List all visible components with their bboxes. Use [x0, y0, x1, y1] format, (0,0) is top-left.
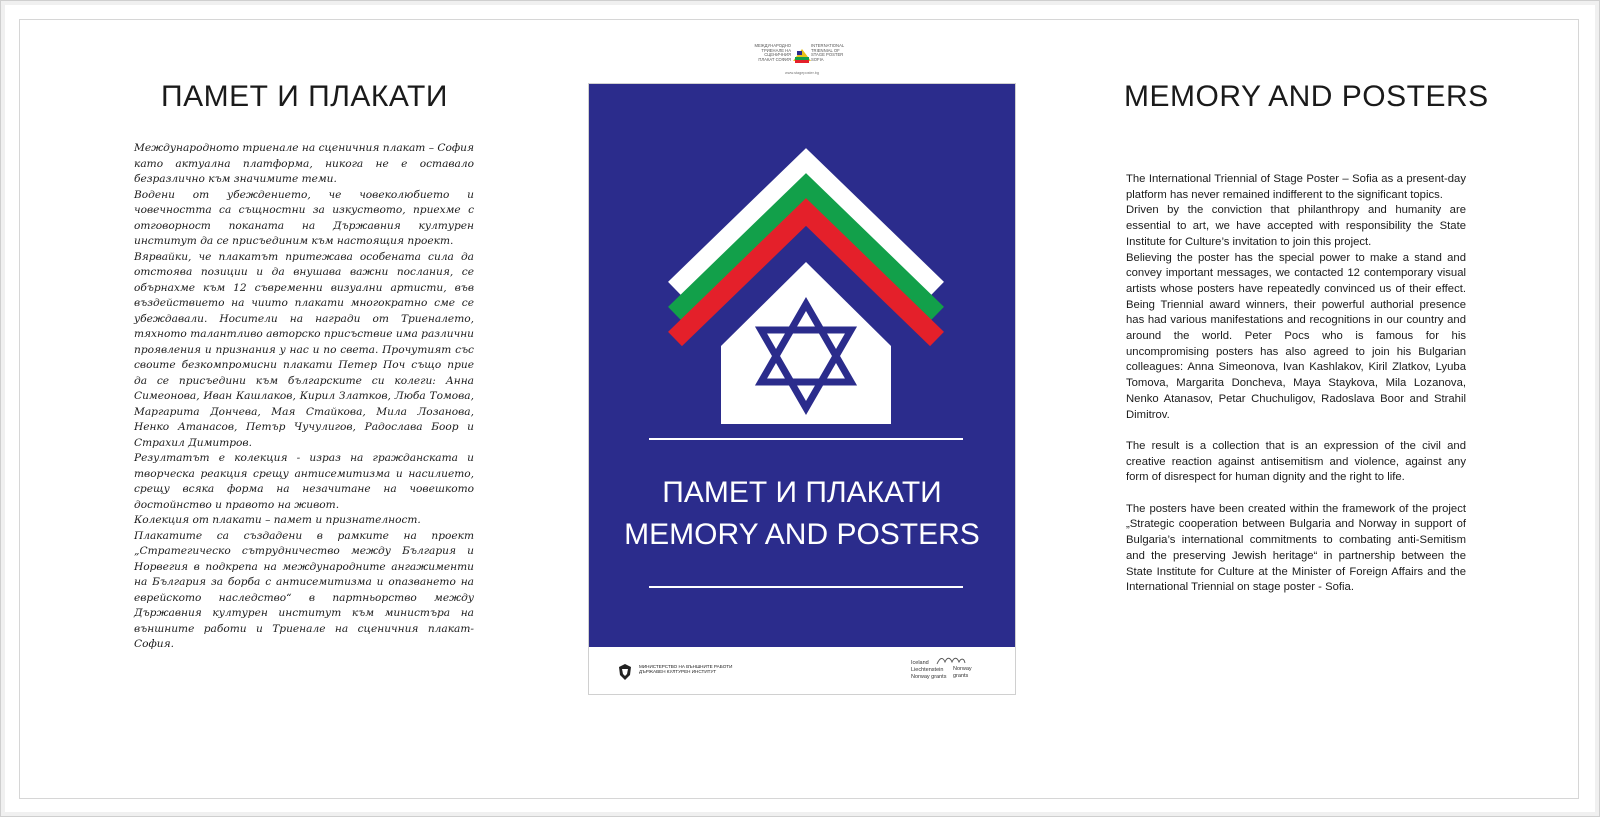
paragraph: Believing the poster has the special power to make a stand and convey important messages, we contacted 12 contemporary visual artists whose posters have repeatedly convinced us of their effect. Being Triennial award winners, their powerful authorial presence has had various manifestations and recognitions in our country and around the world. Peter Pocs who is famous for his uncompromising posters has also agreed to join his Bulgarian colleagues: Anna Simeonova, Ivan Kashlakov, Kiril Zlatkov, Lyuba Tomova, Margarita Doncheva, Maya Staykova, Mila Lozanova, Nenko Atanasov, Petar Chuchuligov, Radoslava Boor and Strahil Dimitrov. — [1126, 251, 1466, 421]
paragraph: Плакатите са създадени в рамките на проект „Стратегическо сътрудничество между България и Норвегия в подкрепа на международните ангажименти на България за борба с антисемитизма и опазването на еврейското наследство“ в партньорство между Държавния културен институт към министъра на външните работи и Триенале на сценичния плакат-София. — [134, 529, 474, 650]
paragraph-gap — [1126, 423, 1466, 439]
eea-grants-logo — [911, 656, 991, 686]
paragraph: The result is a collection that is an expression of the civil and creative reaction against antisemitism and violence, against any form of disrespect for human dignity and the right to life. — [1126, 439, 1466, 484]
paragraph: The posters have been created within the framework of the project „Strategic cooperation between Bulgaria and Norway in support of Bulgaria’s international commitments to combating anti-Semitism and the preserving Jewish heritage“ in partnership between the State Institute for Culture at the Minister of Foreign Affairs and the International Triennial on stage poster - Sofia. — [1126, 502, 1466, 594]
ministry-logo — [617, 661, 737, 683]
eea-grants-text: Iceland Liechtenstein Norway grants — [911, 660, 947, 680]
poster-title-bulgarian: ПАМЕТ И ПЛАКАТИ — [662, 476, 942, 509]
triennial-logo — [751, 43, 853, 77]
ministry-text: МИНИСТЕРСТВО НА ВЪНШНИТЕ РАБОТИ ДЪРЖАВЕН КУЛТУРЕН ИНСТИТУТ — [639, 664, 733, 675]
body-text-bulgarian — [134, 141, 474, 653]
logo-url: www.stageposter.bg — [785, 71, 819, 75]
divider-bottom — [649, 586, 963, 588]
body-text-english — [1126, 172, 1466, 596]
title-english: MEMORY AND POSTERS — [1124, 80, 1489, 113]
paragraph: Резултатът е колекция - израз на гражданската и творческа реакция срещу антисемитизма и насилието, срещу всяка форма на незачитане на човешкото достойнство и правото на живот. — [134, 452, 474, 511]
poster — [588, 83, 1016, 695]
paragraph: The International Triennial of Stage Poster – Sofia as a present-day platform has never remained indifferent to the significant topics. — [1126, 173, 1466, 201]
coat-of-arms-icon — [617, 663, 633, 681]
logo-text-english: INTERNATIONAL TRIENNIAL OF STAGE POSTER SOFIA — [811, 43, 845, 62]
paragraph: Вярвайки, че плакатът притежава особената сила да отстоява позиции и да внушава важни послания, се обърнахме към 12 съвременни визуални артисти, във въздействието на чиито плакати многократно сме се убеждавали. Носители на награди от Триеналето, тяхното талантливо авторско присъствие има различни проявления и признания у нас и по света. Прочутият със своите безкомпромисни плакати Петер Поч също прие да се присъедини към българските си колеги: Анна Симеонова, Иван Кашлаков, Кирил Златков, Люба Томова, Маргарита Дончева, Мая Стайкова, Мила Лозанова, Ненко Атанасов, Петър Чучулигов, Радослава Боор и Страхил Димитров. — [134, 250, 474, 449]
paragraph: Колекция от плакати – памет и признателност. — [134, 514, 421, 526]
triennial-logo-mark-icon — [791, 45, 813, 67]
divider-top — [649, 438, 963, 440]
norway-grants-text: Norway grants — [953, 666, 972, 679]
logo-text-bulgarian: МЕЖДУНАРОДНО ТРИЕНАЛЕ НА СЦЕНИЧНИЯ ПЛАКАТ СОФИЯ — [754, 43, 791, 62]
house-icon — [721, 262, 891, 424]
poster-illustration — [589, 84, 1015, 647]
paragraph: Международното триенале на сценичния плакат – София като актуална платформа, никога не е оставало безразлично към значимите теми. — [134, 142, 474, 185]
paragraph: Driven by the conviction that philanthropy and humanity are essential to art, we have accepted with responsibility the State Institute for Culture’s invitation to join this project. — [1126, 204, 1466, 248]
poster-background — [589, 84, 1015, 647]
poster-title-english: MEMORY AND POSTERS — [624, 518, 980, 551]
paragraph-gap — [1126, 486, 1466, 502]
title-bulgarian: ПАМЕТ И ПЛАКАТИ — [161, 80, 448, 113]
paragraph: Водени от убеждението, че човеколюбието и човечността са същностни за изкуството, приехме с отговорност поканата на Държавния културен институт да се присъединим към настоящия проект. — [134, 188, 474, 247]
